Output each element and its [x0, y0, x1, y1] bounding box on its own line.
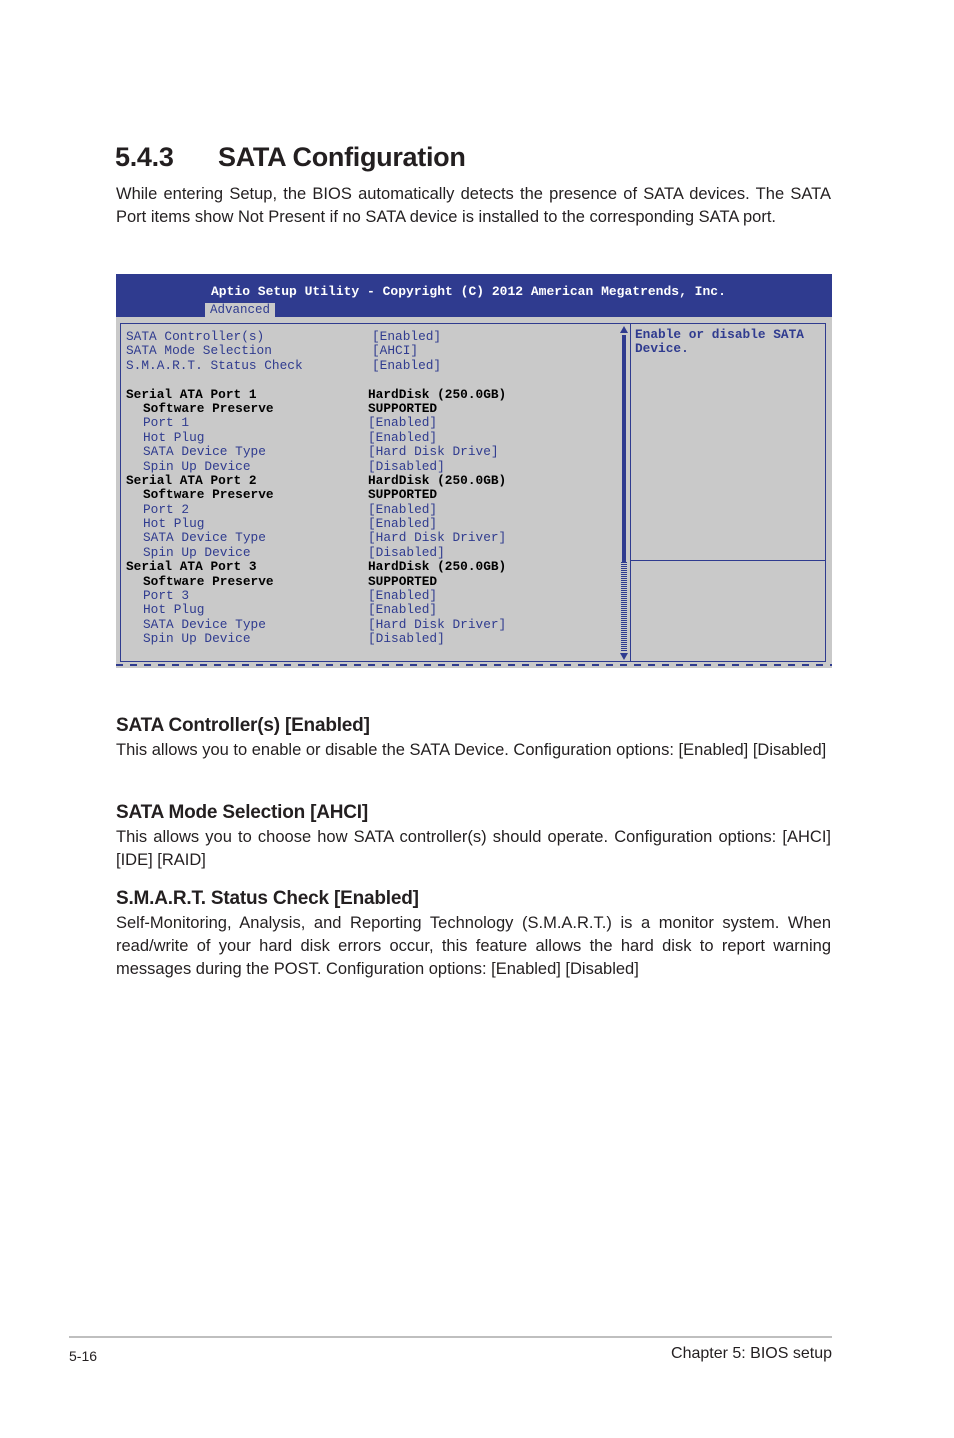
- bios-row-value[interactable]: [AHCI]: [372, 343, 419, 359]
- bios-row-label: Spin Up Device: [143, 544, 251, 560]
- desc-text: This allows you to enable or disable the SATA Device. Configuration options: [Enabled] [Disabled]: [116, 741, 827, 759]
- bios-row-label: SATA Controller(s): [126, 329, 265, 344]
- bios-row: [126, 402, 616, 416]
- bios-row-value: SUPPORTED: [368, 400, 438, 416]
- scroll-track[interactable]: [621, 562, 627, 652]
- desc-smart-status: [116, 888, 831, 981]
- bios-row-label: Serial ATA Port 2: [126, 472, 257, 488]
- bios-row-label: SATA Mode Selection: [126, 343, 272, 359]
- bios-row-value: HardDisk (250.0GB): [368, 472, 507, 488]
- bios-row[interactable]: [126, 431, 616, 445]
- bios-row-value: SUPPORTED: [368, 487, 438, 503]
- bios-row-spacer: [126, 373, 616, 387]
- bios-row-value[interactable]: [Hard Disk Driver]: [368, 616, 507, 632]
- bios-row[interactable]: [126, 445, 616, 459]
- bios-row[interactable]: [126, 503, 616, 517]
- bios-row-label: Hot Plug: [143, 429, 205, 445]
- bios-row-label: Port 3: [143, 588, 190, 604]
- bios-row[interactable]: [126, 531, 616, 545]
- bios-row[interactable]: [126, 632, 616, 646]
- bios-row: [126, 488, 616, 502]
- bios-row-value[interactable]: [Enabled]: [372, 357, 442, 373]
- scroll-up-arrow-icon[interactable]: [620, 326, 628, 333]
- bios-row-value[interactable]: [Enabled]: [368, 415, 438, 431]
- intro-paragraph: While entering Setup, the BIOS automatically detects the presence of SATA devices. The SATA Port items show Not Present if no SATA device is installed to the corresponding SATA port.: [116, 185, 831, 226]
- bios-row[interactable]: [126, 330, 616, 344]
- bios-row-label: SATA Device Type: [143, 616, 266, 632]
- bios-row-label: Port 2: [143, 501, 190, 517]
- bios-row-label: Serial ATA Port 1: [126, 386, 257, 402]
- desc-text: This allows you to choose how SATA controller(s) should operate. Configuration options: [AHCI] [IDE] [RAID]: [116, 828, 831, 869]
- bios-row-value[interactable]: [Enabled]: [372, 329, 442, 344]
- section-number: 5.4.3: [115, 142, 174, 172]
- bios-row-label: Software Preserve: [143, 487, 274, 503]
- bios-bottom-dashes: [116, 664, 832, 666]
- desc-sata-mode: [116, 802, 831, 872]
- bios-row[interactable]: [126, 589, 616, 603]
- bios-row-label: SATA Device Type: [143, 530, 266, 546]
- bios-row-value[interactable]: [Disabled]: [368, 631, 445, 647]
- bios-settings-list: [126, 330, 616, 647]
- desc-sata-controller: [116, 715, 831, 762]
- bios-header: [116, 274, 832, 317]
- bios-row[interactable]: [126, 344, 616, 358]
- bios-row-label: SATA Device Type: [143, 444, 266, 460]
- bios-screenshot: [116, 274, 832, 668]
- bios-row-value: SUPPORTED: [368, 573, 438, 589]
- bios-row-label: S.M.A.R.T. Status Check: [126, 357, 303, 373]
- bios-row[interactable]: [126, 359, 616, 373]
- scroll-down-arrow-icon[interactable]: [620, 653, 628, 660]
- bios-row-value[interactable]: [Enabled]: [368, 429, 438, 445]
- desc-text: Self-Monitoring, Analysis, and Reporting Technology (S.M.A.R.T.) is a monitor system. When read/write of your hard disk errors occur, this feature allows the hard disk to report warning messages during the POST. Configuration options: [Enabled] [Disabled]: [116, 914, 831, 978]
- page-number: 5-16: [69, 1348, 98, 1364]
- bios-row: [126, 560, 616, 574]
- bios-row-value[interactable]: [Hard Disk Drive]: [368, 444, 499, 460]
- bios-help-text: Enable or disable SATA Device.: [635, 327, 804, 357]
- bios-row-value: HardDisk (250.0GB): [368, 386, 507, 402]
- bios-row-value[interactable]: [Enabled]: [368, 501, 438, 517]
- help-divider: [630, 560, 826, 561]
- bios-row-label: Software Preserve: [143, 573, 274, 589]
- bios-row: [126, 575, 616, 589]
- bios-row-label: Serial ATA Port 3: [126, 559, 257, 575]
- bios-row-value[interactable]: [Disabled]: [368, 458, 445, 474]
- bios-row-value[interactable]: [Enabled]: [368, 516, 438, 532]
- bios-row-label: Software Preserve: [143, 400, 274, 416]
- section-title: [115, 142, 466, 173]
- bios-row[interactable]: [126, 618, 616, 632]
- bios-row-label: Hot Plug: [143, 516, 205, 532]
- bios-row-label: Spin Up Device: [143, 631, 251, 647]
- bios-row[interactable]: [126, 546, 616, 560]
- desc-heading: SATA Controller(s) [Enabled]: [116, 715, 370, 736]
- scroll-thumb[interactable]: [622, 335, 626, 562]
- bios-row[interactable]: [126, 517, 616, 531]
- bios-scrollbar[interactable]: [620, 326, 628, 660]
- bios-row[interactable]: [126, 460, 616, 474]
- bios-row[interactable]: [126, 416, 616, 430]
- bios-row: [126, 388, 616, 402]
- section-title-text: SATA Configuration: [218, 142, 466, 172]
- bios-row-label: Spin Up Device: [143, 458, 251, 474]
- bios-row-label: Hot Plug: [143, 602, 205, 618]
- bios-row-value[interactable]: [Disabled]: [368, 544, 445, 560]
- bios-title: Aptio Setup Utility - Copyright (C) 2012 American Megatrends, Inc.: [211, 284, 726, 299]
- desc-heading: S.M.A.R.T. Status Check [Enabled]: [116, 888, 419, 909]
- bios-row: [126, 474, 616, 488]
- bios-row-value: HardDisk (250.0GB): [368, 559, 507, 575]
- chapter-label: Chapter 5: BIOS setup: [671, 1345, 832, 1362]
- bios-row[interactable]: [126, 603, 616, 617]
- bios-row-label: Port 1: [143, 415, 190, 431]
- desc-heading: SATA Mode Selection [AHCI]: [116, 802, 369, 823]
- bios-row-value[interactable]: [Enabled]: [368, 588, 438, 604]
- bios-row-value[interactable]: [Enabled]: [368, 602, 438, 618]
- tab-advanced[interactable]: Advanced: [205, 303, 275, 317]
- footer-rule: [69, 1336, 832, 1338]
- bios-row-value[interactable]: [Hard Disk Driver]: [368, 530, 507, 546]
